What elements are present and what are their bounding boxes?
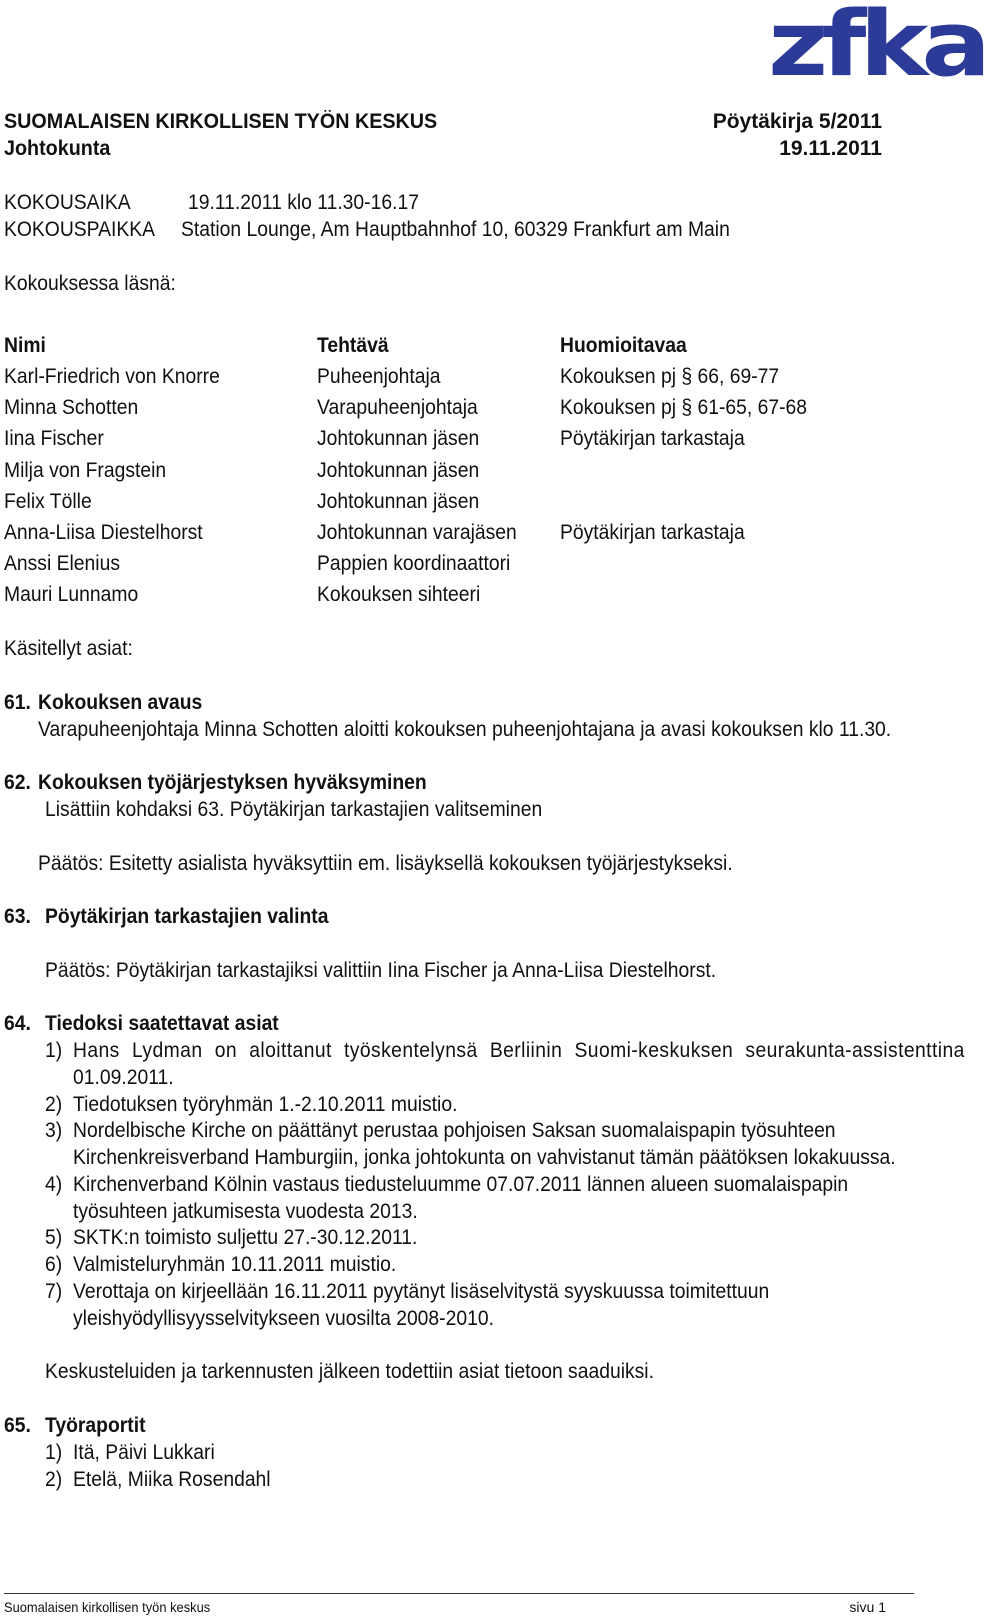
- col-header-name: Nimi: [4, 334, 46, 357]
- present-label: Kokouksessa läsnä:: [4, 272, 176, 295]
- list-item-text: Kirchenkreisverband Hamburgiin, jonka johtokunta on vahvistanut tämän päätöksen lokakuussa.: [73, 1146, 896, 1169]
- document-number: Pöytäkirja 5/2011: [712, 110, 882, 133]
- list-item-number: 4): [45, 1173, 63, 1196]
- list-item-text: Verottaja on kirjeellään 16.11.2011 pyytänyt lisäselvitystä syyskuussa toimitettuun: [73, 1280, 770, 1303]
- list-item-number: 3): [45, 1119, 63, 1142]
- item-65-number: 65.: [4, 1414, 31, 1437]
- list-item-number: 5): [45, 1226, 63, 1249]
- attendee-note: Pöytäkirjan tarkastaja: [560, 521, 745, 544]
- meeting-time-value: 19.11.2011 klo 11.30-16.17: [188, 191, 419, 214]
- attendee-name: Minna Schotten: [4, 396, 139, 419]
- zfka-logo: zfka: [768, 0, 984, 97]
- list-item-text: yleishyödyllisyysselvitykseen vuosilta 2008-2010.: [73, 1307, 494, 1330]
- footer-org: Suomalaisen kirkollisen työn keskus: [4, 1599, 211, 1615]
- attendee-name: Milja von Fragstein: [4, 459, 167, 482]
- attendee-role: Johtokunnan varajäsen: [317, 521, 517, 544]
- list-item-text: Hans Lydman on aloittanut työskentelynsä Berliinin Suomi-keskuksen seurakunta-assistenttina: [73, 1039, 965, 1062]
- attendee-name: Anssi Elenius: [4, 552, 120, 575]
- list-item-number: 7): [45, 1280, 63, 1303]
- meeting-time-label: KOKOUSAIKA: [4, 191, 131, 214]
- list-item-text: 01.09.2011.: [73, 1066, 174, 1089]
- meeting-place-value: Station Lounge, Am Hauptbahnhof 10, 60329 Frankfurt am Main: [181, 218, 730, 241]
- list-item-text: SKTK:n toimisto suljettu 27.-30.12.2011.: [73, 1226, 418, 1249]
- item-62-number: 62.: [4, 771, 31, 794]
- item-62-title: Kokouksen työjärjestyksen hyväksyminen: [38, 771, 427, 794]
- item-64-title: Tiedoksi saatettavat asiat: [45, 1012, 279, 1035]
- attendee-role: Johtokunnan jäsen: [317, 490, 480, 513]
- attendee-name: Felix Tölle: [4, 490, 92, 513]
- attendee-name: Mauri Lunnamo: [4, 583, 139, 606]
- attendee-note: Pöytäkirjan tarkastaja: [560, 427, 745, 450]
- attendee-role: Johtokunnan jäsen: [317, 427, 480, 450]
- attendee-role: Pappien koordinaattori: [317, 552, 511, 575]
- list-item-number: 6): [45, 1253, 63, 1276]
- attendee-role: Puheenjohtaja: [317, 365, 441, 388]
- list-item-text: Itä, Päivi Lukkari: [73, 1441, 215, 1464]
- list-item-text: Etelä, Miika Rosendahl: [73, 1468, 271, 1491]
- list-item-text: Kirchenverband Kölnin vastaus tiedusteluumme 07.07.2011 lännen alueen suomalaispapin: [73, 1173, 849, 1196]
- attendee-name: Iina Fischer: [4, 427, 104, 450]
- item-63-title: Pöytäkirjan tarkastajien valinta: [45, 905, 329, 928]
- item-63-decision: Päätös: Pöytäkirjan tarkastajiksi valittiin Iina Fischer ja Anna-Liisa Diestelhorst.: [45, 959, 717, 982]
- col-header-notes: Huomioitavaa: [560, 334, 687, 357]
- list-item-number: 2): [45, 1093, 63, 1116]
- org-name: SUOMALAISEN KIRKOLLISEN TYÖN KESKUS: [4, 110, 438, 133]
- body-name: Johtokunta: [4, 137, 111, 160]
- attendee-name: Anna-Liisa Diestelhorst: [4, 521, 203, 544]
- document-date: 19.11.2011: [779, 137, 882, 160]
- item-61-title: Kokouksen avaus: [38, 691, 203, 714]
- col-header-role: Tehtävä: [317, 334, 389, 357]
- list-item-text: Nordelbische Kirche on päättänyt perustaa pohjoisen Saksan suomalaispapin työsuhteen: [73, 1119, 836, 1142]
- footer-page-number: sivu 1: [849, 1599, 886, 1615]
- footer-divider: [4, 1593, 914, 1594]
- attendee-role: Johtokunnan jäsen: [317, 459, 480, 482]
- list-item-number: 2): [45, 1468, 63, 1491]
- item-61-number: 61.: [4, 691, 31, 714]
- list-item-number: 1): [45, 1039, 63, 1062]
- item-61-text: Varapuheenjohtaja Minna Schotten aloitti kokouksen puheenjohtajana ja avasi kokouksen klo 11.30.: [38, 718, 892, 741]
- attendee-role: Kokouksen sihteeri: [317, 583, 481, 606]
- item-64-conclusion: Keskusteluiden ja tarkennusten jälkeen todettiin asiat tietoon saaduiksi.: [45, 1360, 654, 1383]
- list-item-text: Tiedotuksen työryhmän 1.-2.10.2011 muistio.: [73, 1093, 458, 1116]
- item-62-text: Lisättiin kohdaksi 63. Pöytäkirjan tarkastajien valitseminen: [45, 798, 543, 821]
- list-item-text: työsuhteen jatkumisesta vuodesta 2013.: [73, 1200, 418, 1223]
- item-64-number: 64.: [4, 1012, 31, 1035]
- item-63-number: 63.: [4, 905, 31, 928]
- item-62-decision: Päätös: Esitetty asialista hyväksyttiin em. lisäyksellä kokouksen työjärjestykseksi.: [38, 852, 733, 875]
- item-65-title: Työraportit: [45, 1414, 146, 1437]
- meeting-place-label: KOKOUSPAIKKA: [4, 218, 156, 241]
- attendee-note: Kokouksen pj § 61-65, 67-68: [560, 396, 808, 419]
- attendee-name: Karl-Friedrich von Knorre: [4, 365, 220, 388]
- list-item-number: 1): [45, 1441, 63, 1464]
- attendee-role: Varapuheenjohtaja: [317, 396, 478, 419]
- attendee-note: Kokouksen pj § 66, 69-77: [560, 365, 780, 388]
- handled-label: Käsitellyt asiat:: [4, 637, 133, 660]
- list-item-text: Valmisteluryhmän 10.11.2011 muistio.: [73, 1253, 397, 1276]
